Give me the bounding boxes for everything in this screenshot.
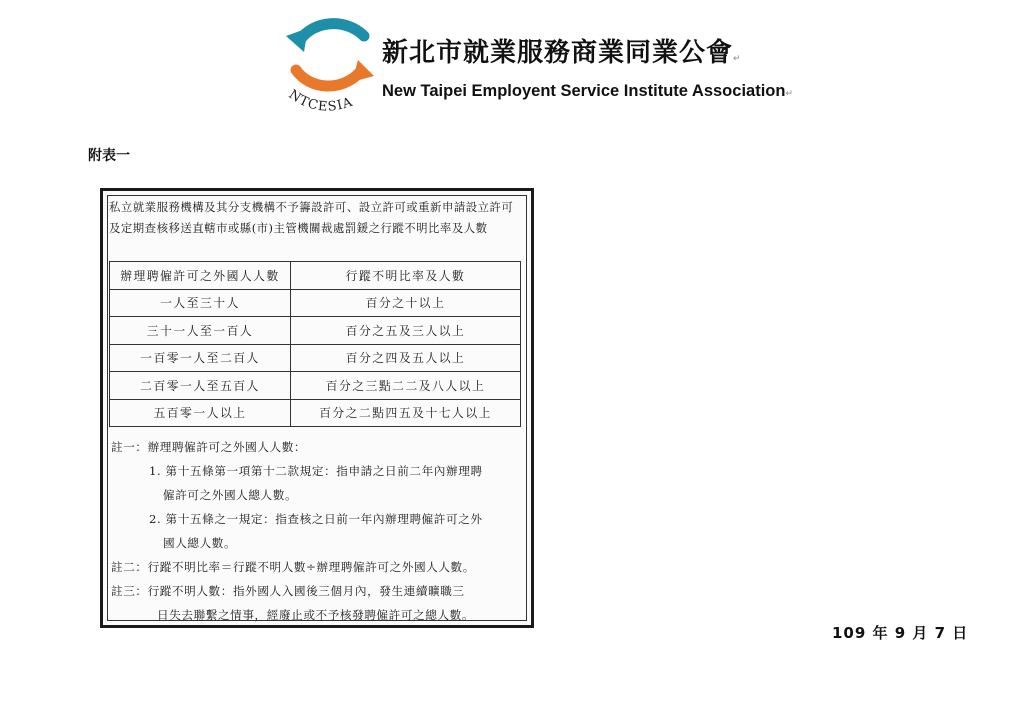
note-3-line-a: 註三：行蹤不明人數：指外國人入國後三個月內，發生連續曠職三 bbox=[111, 584, 465, 598]
note-1-item-2 bbox=[111, 507, 523, 555]
note-3 bbox=[111, 579, 523, 627]
logo-teal-arrowhead-icon bbox=[286, 28, 308, 52]
table-cell: 百分之四及五人以上 bbox=[291, 344, 521, 372]
attachment-label: 附表一 bbox=[88, 148, 130, 164]
note-1-item-1 bbox=[111, 459, 523, 507]
table-cell: 五百零一人以上 bbox=[110, 399, 291, 427]
logo-orange-arrowhead-icon bbox=[352, 60, 374, 82]
note-3-line-b: 日失去聯繫之情事，經廢止或不予核發聘僱許可之總人數。 bbox=[157, 608, 475, 622]
regulation-table-image bbox=[100, 188, 534, 628]
rate-table bbox=[109, 261, 521, 427]
table-title: 私立就業服務機構及其分支機構不予籌設許可、設立許可或重新申請設立許可及定期查核移送直轄市或縣(市)主管機關裁處罰鍰之行蹤不明比率及人數 bbox=[109, 200, 514, 235]
table-row bbox=[110, 344, 521, 372]
org-name-english: New Taipei Employent Service Institute Association↵ bbox=[382, 82, 793, 100]
note-2: 註二：行蹤不明比率＝行蹤不明人數÷辦理聘僱許可之外國人人數。 bbox=[111, 560, 475, 574]
paragraph-mark: ↵ bbox=[733, 54, 742, 64]
table-row bbox=[110, 289, 521, 317]
note-1-item-1-line-b: 僱許可之外國人總人數。 bbox=[163, 488, 298, 502]
table-cell: 百分之二點四五及十七人以上 bbox=[291, 399, 521, 427]
document-date: 109 年 9 月 7 日 bbox=[832, 624, 969, 642]
note-1-item-1-line-a: 1. 第十五條第一項第十二款規定：指申請之日前二年內辦理聘 bbox=[149, 464, 483, 478]
table-cell: 百分之五及三人以上 bbox=[291, 317, 521, 345]
table-notes bbox=[111, 435, 523, 627]
table-row bbox=[110, 399, 521, 427]
logo-orange-arrow-icon bbox=[296, 70, 360, 86]
logo-text: NTCESIA bbox=[285, 87, 356, 115]
table-cell: 一百零一人至二百人 bbox=[110, 344, 291, 372]
table-row bbox=[110, 372, 521, 400]
org-name-chinese: 新北市就業服務商業同業公會↵ bbox=[382, 38, 742, 68]
table-cell: 百分之三點二二及八人以上 bbox=[291, 372, 521, 400]
table-cell: 三十一人至一百人 bbox=[110, 317, 291, 345]
paragraph-mark: ↵ bbox=[785, 88, 793, 98]
table-cell: 二百零一人至五百人 bbox=[110, 372, 291, 400]
note-1-item-2-line-b: 國人總人數。 bbox=[163, 536, 237, 550]
table-row bbox=[110, 317, 521, 345]
table-cell: 百分之十以上 bbox=[291, 289, 521, 317]
column-header-foreign-workers: 辦理聘僱許可之外國人人數 bbox=[110, 262, 291, 290]
logo-teal-arrow-icon bbox=[300, 24, 364, 40]
note-1-heading: 註一：辦理聘僱許可之外國人人數： bbox=[111, 440, 307, 454]
note-1-item-2-line-a: 2. 第十五條之一規定：指查核之日前一年內辦理聘僱許可之外 bbox=[149, 512, 483, 526]
table-header-row bbox=[110, 262, 521, 290]
ntcesia-logo bbox=[280, 14, 380, 126]
column-header-missing-rate: 行蹤不明比率及人數 bbox=[291, 262, 521, 290]
table-cell: 一人至三十人 bbox=[110, 289, 291, 317]
